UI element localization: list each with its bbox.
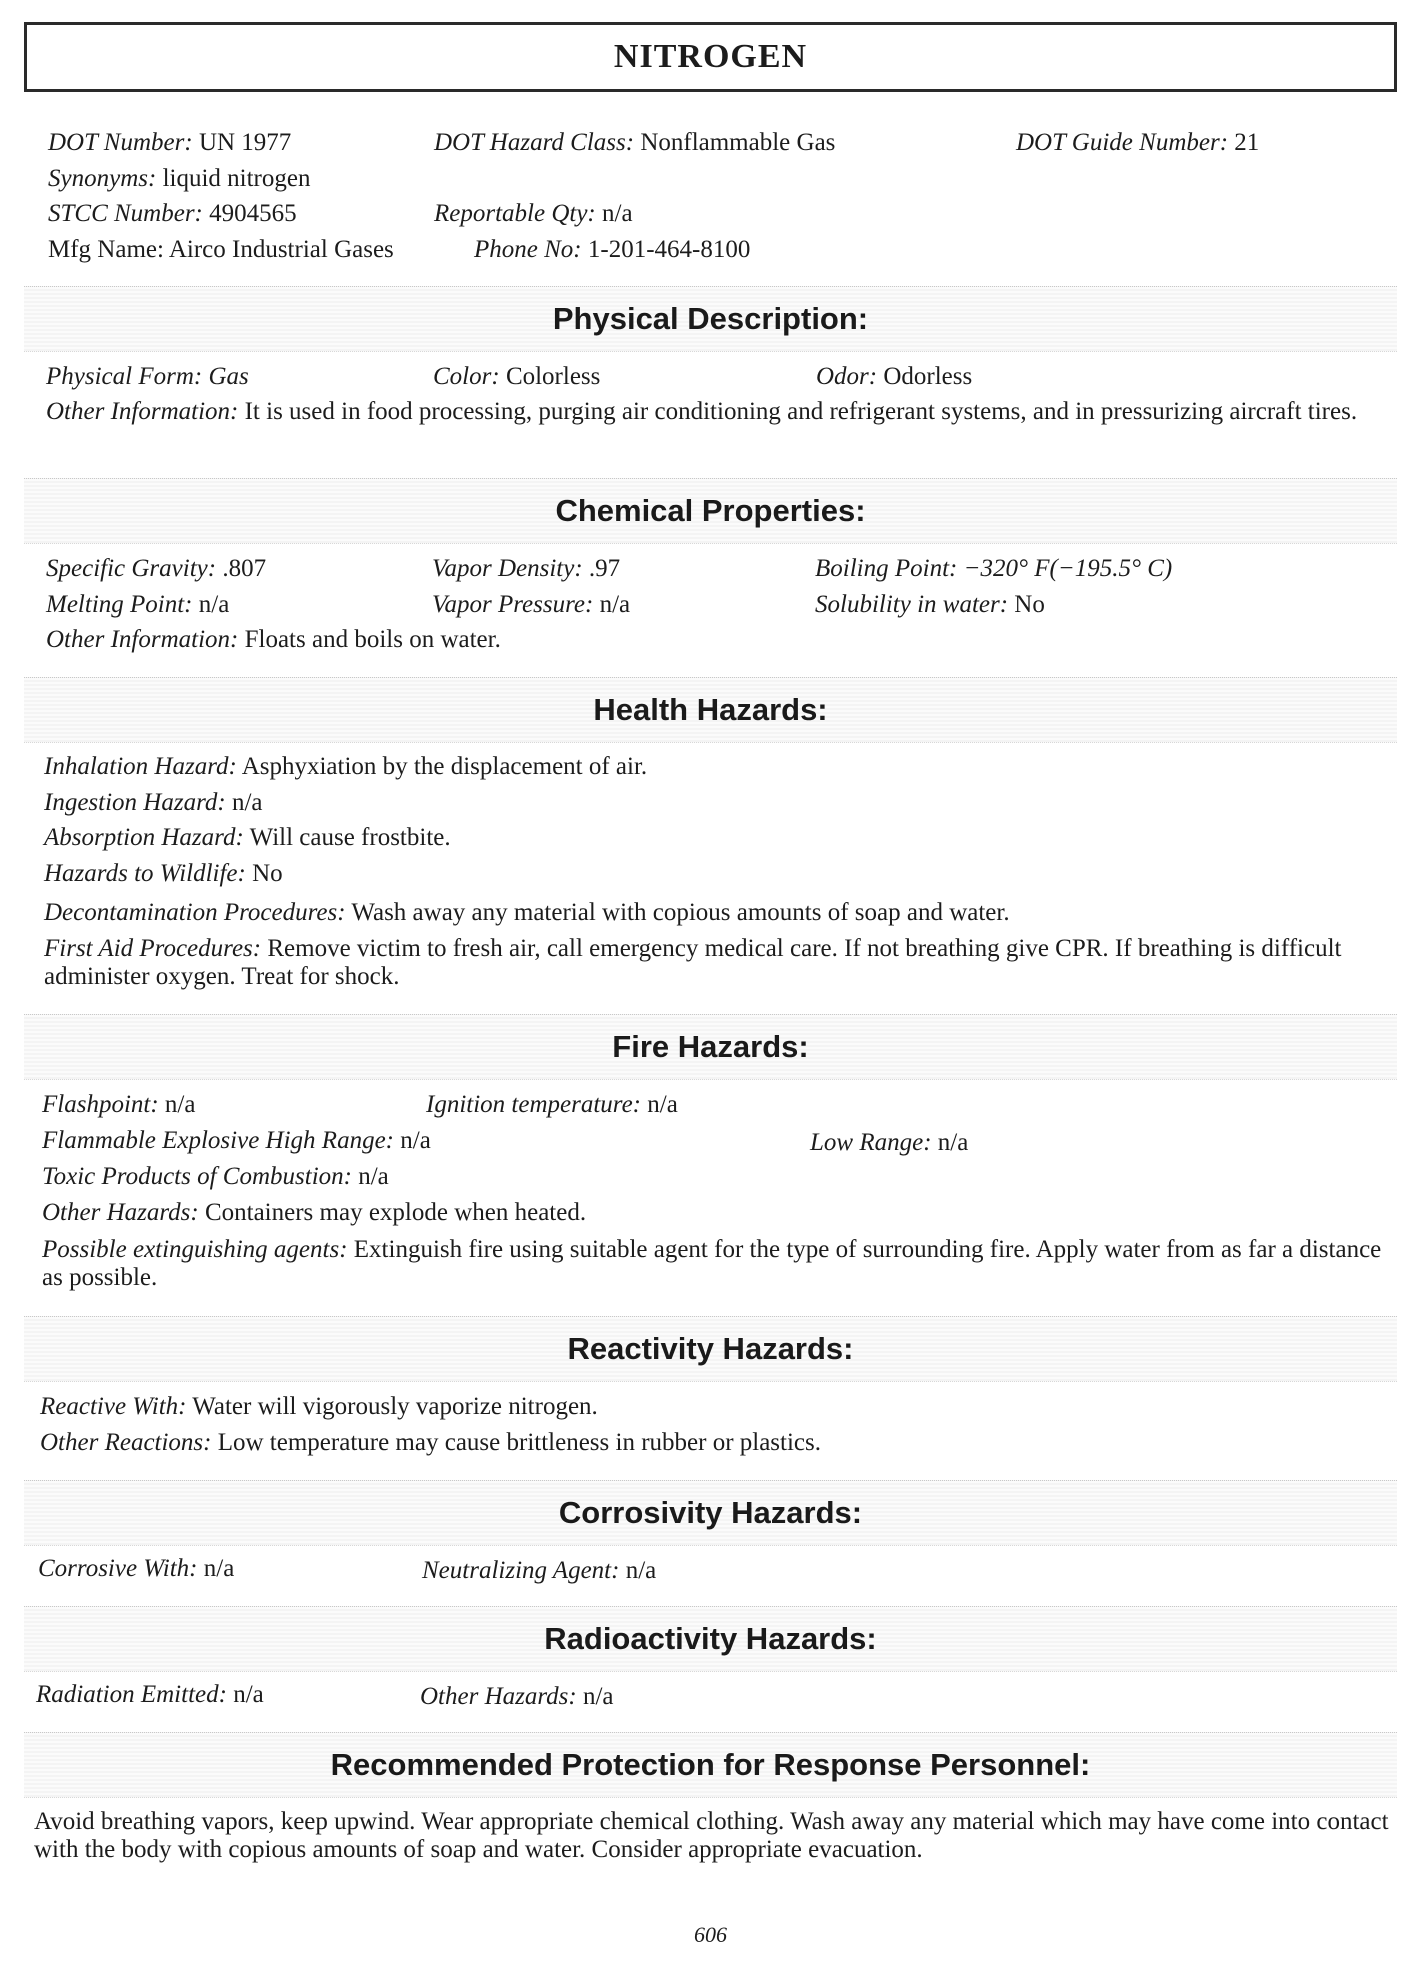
radioactivity-heading-band <box>24 1606 1397 1672</box>
possible-extinguishing-agents: Possible extinguishing agents: Extinguish fire using suitable agent for the type of surrounding fire. Apply water from as far a distance as possible. <box>42 1236 1382 1291</box>
section-heading: Fire Hazards: <box>612 1029 809 1064</box>
health-heading-band <box>24 677 1397 743</box>
dot-number: DOT Number: UN 1977 <box>48 129 292 156</box>
vapor-pressure: Vapor Pressure: n/a <box>432 591 631 618</box>
section-heading: Corrosivity Hazards: <box>558 1495 863 1530</box>
first-aid-procedures: First Aid Procedures: Remove victim to fresh air, call emergency medical care. If not breathing give CPR. If breathing is difficult administer oxygen. Treat for shock. <box>44 935 1342 990</box>
section-heading: Chemical Properties: <box>555 493 866 528</box>
ignition-temperature: Ignition temperature: n/a <box>426 1091 678 1118</box>
low-range: Low Range: n/a <box>810 1129 969 1156</box>
corrosive-with: Corrosive With: n/a <box>38 1555 235 1582</box>
dot-guide-number: DOT Guide Number: 21 <box>1016 129 1260 156</box>
hazards-to-wildlife: Hazards to Wildlife: No <box>44 860 283 887</box>
chemical-other-information: Other Information: Floats and boils on water. <box>46 626 501 653</box>
reactivity-heading-band <box>24 1316 1397 1382</box>
page-number: 606 <box>694 1922 727 1947</box>
section-heading: Recommended Protection for Response Personnel: <box>330 1747 1091 1782</box>
odor: Odor: Odorless <box>816 363 973 390</box>
flashpoint: Flashpoint: n/a <box>42 1091 196 1118</box>
physical-form: Physical Form: Gas <box>46 363 249 390</box>
specific-gravity: Specific Gravity: .807 <box>46 555 267 582</box>
flammable-explosive-high-range: Flammable Explosive High Range: n/a <box>42 1127 431 1154</box>
fire-heading-band <box>24 1014 1397 1080</box>
boiling-point: Boiling Point: −320° F(−195.5° C) <box>815 555 1173 582</box>
stcc-number: STCC Number: 4904565 <box>48 200 297 227</box>
other-reactions: Other Reactions: Low temperature may cause brittleness in rubber or plastics. <box>40 1429 822 1456</box>
decontamination-procedures: Decontamination Procedures: Wash away any material with copious amounts of soap and water. <box>44 899 1010 926</box>
reportable-qty: Reportable Qty: n/a <box>434 200 633 227</box>
chemical-heading-band <box>24 478 1397 544</box>
inhalation-hazard: Inhalation Hazard: Asphyxiation by the displacement of air. <box>44 753 648 780</box>
section-heading: Reactivity Hazards: <box>567 1331 854 1366</box>
section-heading: Radioactivity Hazards: <box>544 1621 877 1656</box>
melting-point: Melting Point: n/a <box>46 591 230 618</box>
corrosivity-heading-band <box>24 1480 1397 1546</box>
solubility-in-water: Solubility in water: No <box>815 591 1045 618</box>
section-heading: Physical Description: <box>552 301 869 336</box>
mfg-name: Mfg Name: Airco Industrial Gases <box>48 236 394 263</box>
toxic-products-of-combustion: Toxic Products of Combustion: n/a <box>42 1163 389 1190</box>
physical-heading-band <box>24 286 1397 352</box>
protection-heading-band <box>24 1732 1397 1798</box>
physical-other-information: Other Information: It is used in food processing, purging air conditioning and refrigerant systems, and in pressurizing aircraft tires. <box>46 398 1358 425</box>
phone-no: Phone No: 1-201-464-8100 <box>474 236 751 263</box>
neutralizing-agent: Neutralizing Agent: n/a <box>422 1557 657 1584</box>
synonyms: Synonyms: liquid nitrogen <box>48 165 311 192</box>
vapor-density: Vapor Density: .97 <box>432 555 621 582</box>
title-box <box>24 22 1397 92</box>
absorption-hazard: Absorption Hazard: Will cause frostbite. <box>44 824 451 851</box>
radiation-emitted: Radiation Emitted: n/a <box>36 1681 264 1708</box>
page-title: NITROGEN <box>613 38 808 75</box>
section-heading: Health Hazards: <box>593 692 828 727</box>
reactive-with: Reactive With: Water will vigorously vaporize nitrogen. <box>40 1393 598 1420</box>
dot-hazard-class: DOT Hazard Class: Nonflammable Gas <box>434 129 836 156</box>
fire-other-hazards: Other Hazards: Containers may explode when heated. <box>42 1199 587 1226</box>
ingestion-hazard: Ingestion Hazard: n/a <box>44 789 263 816</box>
radioactivity-other-hazards: Other Hazards: n/a <box>420 1683 614 1710</box>
protection-text: Avoid breathing vapors, keep upwind. Wear appropriate chemical clothing. Wash away any material which may have come into contact with the body with copious amounts of soap and water. Consider appropriate evacuation. <box>34 1808 1389 1863</box>
color: Color: Colorless <box>433 363 601 390</box>
